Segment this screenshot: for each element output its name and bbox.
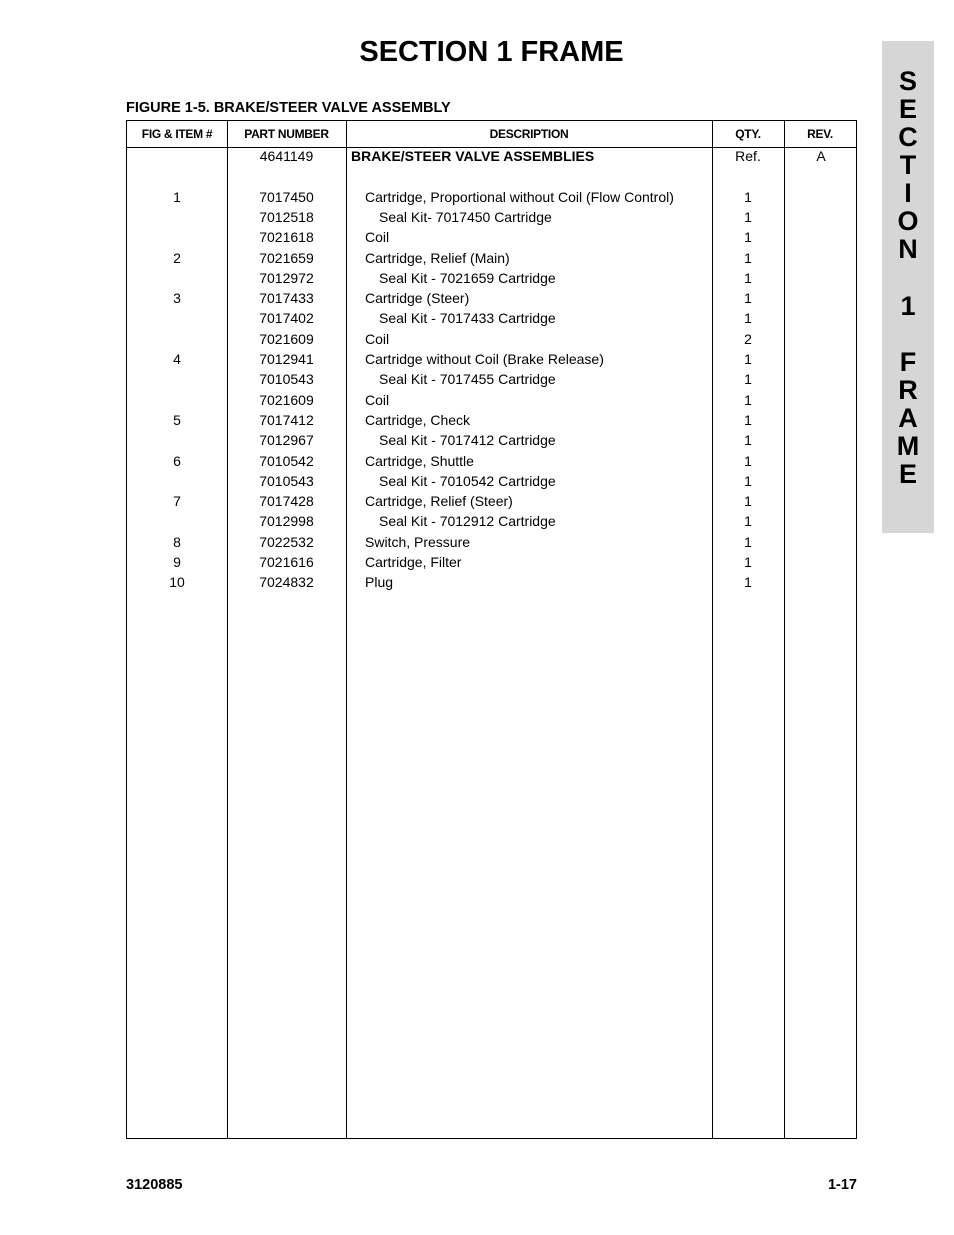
cell-description: Cartridge, Filter	[365, 554, 462, 570]
header-fig-item: FIG & ITEM #	[141, 127, 213, 141]
cell-description: Coil	[365, 391, 390, 408]
cell-qty: 1	[744, 472, 752, 489]
table-row	[127, 430, 858, 450]
cell-fig-item: 6	[173, 452, 181, 469]
side-tab-letter: E	[898, 459, 917, 489]
table-row	[127, 451, 858, 471]
side-tab-letter: O	[897, 206, 919, 236]
table-row	[127, 471, 858, 491]
side-tab-letter: R	[898, 375, 918, 405]
cell-fig-item: 4	[173, 351, 181, 367]
cell-part-number: 7010543	[259, 472, 314, 489]
cell-description: Cartridge, Check	[365, 411, 471, 428]
table-row	[127, 572, 858, 592]
cell-qty: 1	[744, 493, 752, 510]
cell-description: Cartridge, Relief (Main)	[365, 249, 510, 266]
cell-qty: 1	[744, 432, 752, 449]
side-tab-letter: I	[904, 178, 912, 208]
cell-qty: 1	[744, 188, 752, 205]
table-row	[127, 207, 858, 227]
cell-part-number: 7022532	[259, 533, 314, 550]
cell-part-number: 7010543	[259, 371, 314, 388]
table-row	[127, 308, 858, 328]
table-row	[127, 146, 858, 166]
cell-fig-item: 3	[173, 290, 181, 307]
header-description: DESCRIPTION	[489, 127, 569, 141]
cell-fig-item: 1	[173, 188, 181, 205]
table-row	[127, 166, 858, 186]
side-tab-letter: T	[899, 150, 917, 180]
footer-page-number: 1-17	[827, 1177, 857, 1193]
cell-part-number: 7012998	[259, 513, 314, 530]
parts-table	[126, 120, 857, 1139]
cell-part-number: 7021609	[259, 391, 314, 408]
cell-part-number: 7012967	[259, 432, 314, 449]
cell-qty: 2	[744, 330, 752, 347]
cell-description: Seal Kit - 7017412 Cartridge	[379, 432, 556, 449]
cell-part-number: 7021616	[259, 554, 314, 570]
side-tab-letter: A	[898, 403, 918, 433]
cell-qty: 1	[744, 411, 752, 428]
cell-qty: 1	[744, 513, 752, 530]
table-row	[127, 491, 858, 511]
cell-description: Cartridge, Shuttle	[365, 452, 474, 469]
cell-qty: 1	[744, 533, 752, 550]
cell-description: Cartridge, Relief (Steer)	[365, 493, 513, 510]
cell-qty: 1	[744, 310, 752, 327]
cell-rev: A	[816, 148, 826, 164]
cell-fig-item: 2	[173, 249, 181, 266]
side-tab-letter: S	[898, 66, 917, 96]
cell-qty: 1	[744, 249, 752, 266]
cell-qty: Ref.	[735, 148, 761, 164]
table-row	[127, 288, 858, 308]
cell-part-number: 7010542	[259, 452, 314, 469]
cell-fig-item: 9	[173, 554, 181, 570]
cell-part-number: 7017450	[259, 188, 314, 205]
cell-description: Cartridge without Coil (Brake Release)	[365, 351, 604, 367]
side-tab-letter: F	[899, 347, 917, 377]
cell-description: Cartridge (Steer)	[365, 290, 470, 307]
table-row	[127, 227, 858, 247]
cell-description: Seal Kit- 7017450 Cartridge	[379, 208, 552, 225]
cell-qty: 1	[744, 554, 752, 570]
figure-title: FIGURE 1-5. BRAKE/STEER VALVE ASSEMBLY	[126, 100, 451, 116]
cell-description: Seal Kit - 7021659 Cartridge	[379, 269, 556, 286]
cell-part-number: 7012518	[259, 208, 314, 225]
cell-part-number: 7012941	[259, 351, 314, 367]
cell-qty: 1	[744, 269, 752, 286]
side-tab-letter: E	[898, 94, 917, 124]
table-row	[127, 532, 858, 552]
cell-description: BRAKE/STEER VALVE ASSEMBLIES	[351, 148, 595, 164]
table-row	[127, 248, 858, 268]
cell-description: Seal Kit - 7012912 Cartridge	[379, 513, 556, 530]
side-tab-letter: M	[896, 431, 920, 461]
cell-qty: 1	[744, 574, 752, 591]
cell-fig-item: 7	[173, 493, 181, 510]
cell-part-number: 7024832	[259, 574, 314, 591]
table-row	[127, 390, 858, 410]
table-row	[127, 369, 858, 389]
cell-part-number: 4641149	[259, 148, 314, 164]
cell-description: Seal Kit - 7017433 Cartridge	[379, 310, 556, 327]
side-tab-letter: N	[898, 234, 918, 264]
cell-description: Seal Kit - 7017455 Cartridge	[379, 371, 556, 388]
table-row	[127, 187, 858, 207]
cell-part-number: 7021609	[259, 330, 314, 347]
side-tab-letter: C	[898, 122, 918, 152]
footer-doc-number: 3120885	[126, 1177, 183, 1193]
table-row	[127, 552, 858, 572]
table-row	[127, 329, 858, 349]
cell-qty: 1	[744, 391, 752, 408]
cell-fig-item: 8	[173, 533, 181, 550]
cell-qty: 1	[744, 351, 752, 367]
table-row	[127, 349, 858, 369]
cell-part-number: 7017402	[259, 310, 314, 327]
cell-part-number: 7012972	[259, 269, 314, 286]
table-row	[127, 268, 858, 288]
table-row	[127, 511, 858, 531]
cell-qty: 1	[744, 371, 752, 388]
cell-description: Seal Kit - 7010542 Cartridge	[379, 472, 556, 489]
cell-part-number: 7021618	[259, 229, 314, 246]
section-side-tab	[882, 41, 934, 533]
page-title: SECTION 1 FRAME	[359, 36, 624, 68]
cell-description: Cartridge, Proportional without Coil (Flow Control)	[365, 188, 674, 205]
cell-description: Coil	[365, 330, 390, 347]
table-row	[127, 410, 858, 430]
cell-qty: 1	[744, 229, 752, 246]
cell-part-number: 7017412	[259, 411, 314, 428]
cell-fig-item: 5	[173, 411, 181, 428]
cell-qty: 1	[744, 452, 752, 469]
cell-description: Switch, Pressure	[365, 533, 471, 550]
side-tab-letter: 1	[900, 291, 916, 321]
cell-qty: 1	[744, 290, 752, 307]
header-part-number: PART NUMBER	[244, 127, 329, 141]
cell-fig-item: 10	[169, 574, 185, 591]
cell-description: Plug	[365, 574, 394, 591]
cell-part-number: 7017433	[259, 290, 314, 307]
header-rev: REV.	[807, 127, 833, 141]
cell-qty: 1	[744, 208, 752, 225]
cell-part-number: 7021659	[259, 249, 314, 266]
header-qty: QTY.	[735, 127, 761, 141]
cell-description: Coil	[365, 229, 390, 246]
cell-part-number: 7017428	[259, 493, 314, 510]
